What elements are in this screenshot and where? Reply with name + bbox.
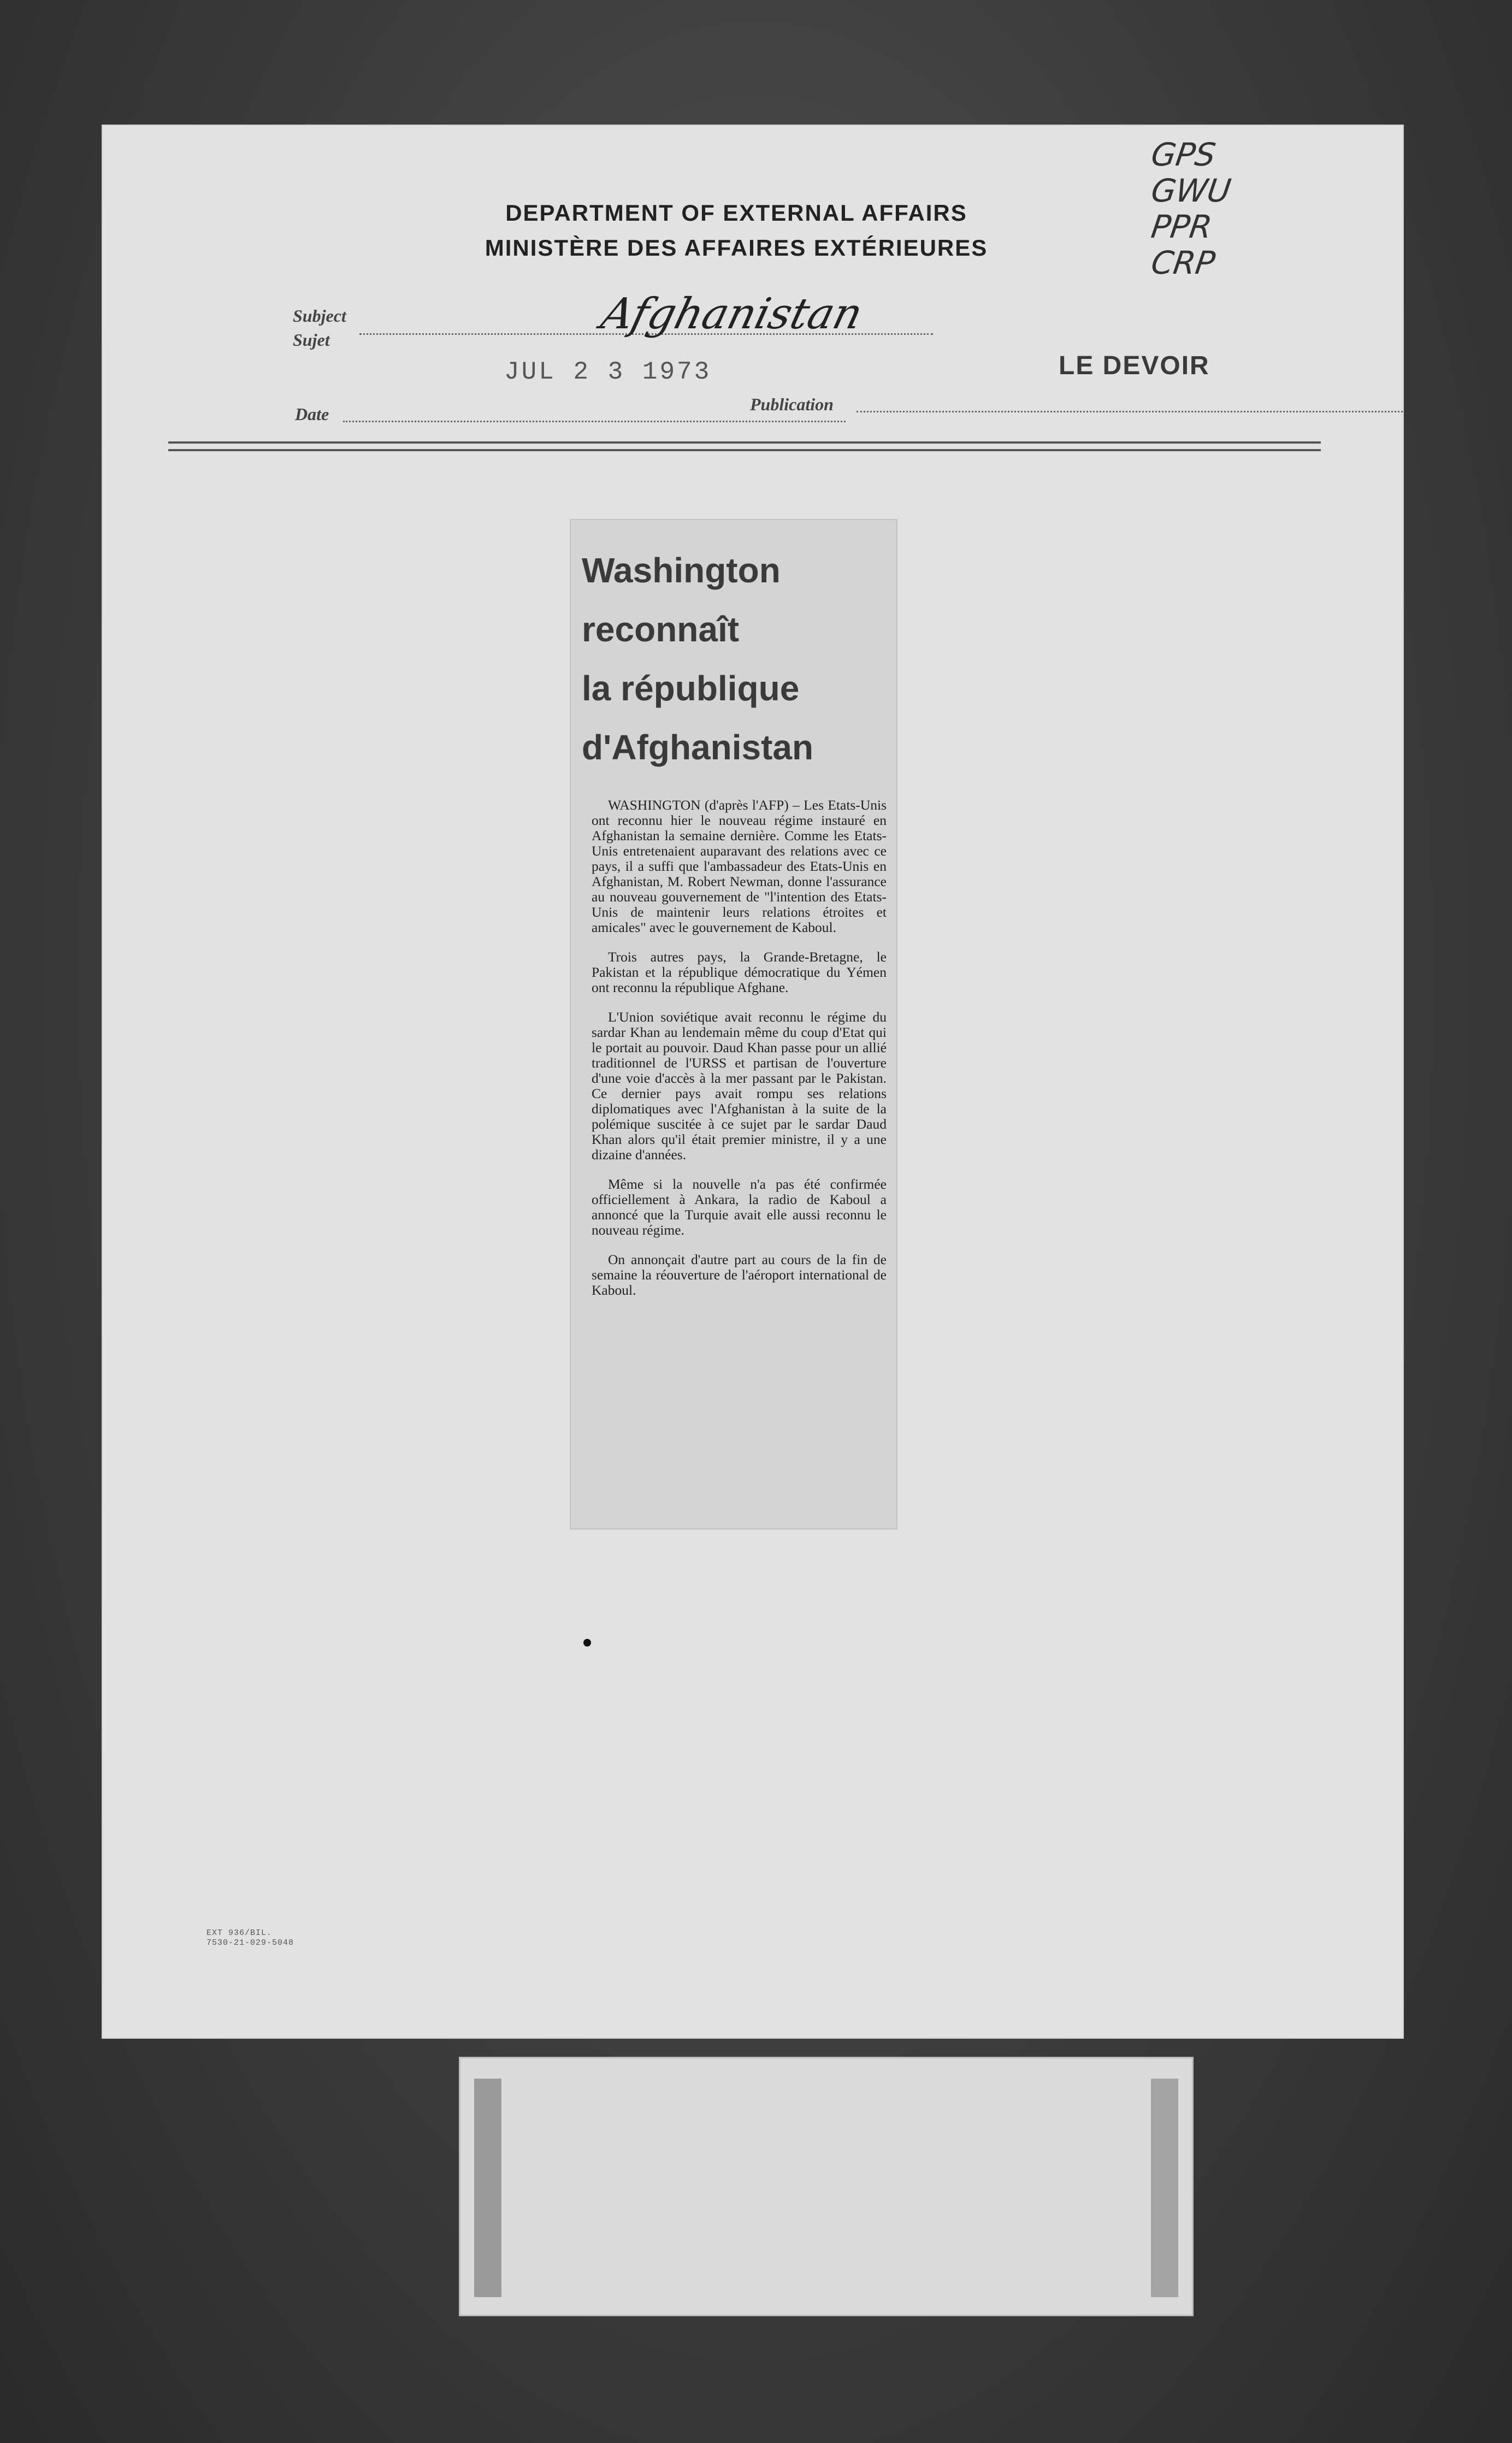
- article-paragraph: Même si la nouvelle n'a pas été confirmée officiellement à Ankara, la radio de Kaboul a annoncé que la Turquie avait elle aussi reconnu le nouveau régime.: [592, 1176, 887, 1238]
- publication-line: [857, 411, 1403, 412]
- stub-edge-right: [1151, 2079, 1178, 2297]
- newspaper-clipping: [570, 519, 897, 1530]
- clipping-body: [592, 798, 887, 1312]
- department-title-en: DEPARTMENT OF EXTERNAL AFFAIRS: [505, 200, 967, 226]
- form-code-line: 7530-21-029-5048: [206, 1938, 294, 1948]
- form-code: [206, 1928, 294, 1948]
- next-page-stub: [459, 2057, 1194, 2316]
- article-paragraph: WASHINGTON (d'après l'AFP) – Les Etats-Unis ont reconnu hier le nouveau régime instauré en Afghanistan la semaine dernière. Comme les Etats-Unis entretenaient auparavant des relations avec ce pays, il a suffi que l'ambassadeur des Etats-Unis en Afghanistan, M. Robert Newman, donne l'assurance au nouveau gouvernement de "l'intention des Etats-Unis de maintenir leurs relations étroites et amicales" avec le gouvernement de Kaboul.: [592, 797, 887, 935]
- headline-line: d'Afghanistan: [582, 728, 814, 767]
- article-paragraph: L'Union soviétique avait reconnu le régime du sardar Khan au lendemain même du coup d'Etat qui le portait au pouvoir. Daud Khan passe pour un allié traditionnel de l'URSS et partisan de l'ouverture d'une voie d'accès à la mer passant par le Pakistan. Ce dernier pays avait rompu ses relations diplomatiques avec l'Afghanistan à la suite de la polémique suscitée à ce sujet par le sardar Daud Khan alors qu'il était premier ministre, il y a une dizaine d'années.: [592, 1009, 887, 1163]
- clipping-headline: [582, 541, 893, 777]
- form-code-line: EXT 936/BIL.: [206, 1928, 273, 1938]
- headline-line: Washington: [582, 551, 781, 590]
- article-paragraph: On annonçait d'autre part au cours de la fin de semaine la réouverture de l'aéroport international de Kaboul.: [592, 1252, 887, 1298]
- initial-line: CRP: [1149, 244, 1218, 281]
- subject-handwritten: Afghanistan: [596, 290, 868, 339]
- date-label: Date: [295, 404, 329, 424]
- publication-label: Publication: [750, 394, 834, 414]
- publication-stamp: LE DEVOIR: [1059, 351, 1210, 380]
- headline-line: reconnaît: [582, 610, 740, 649]
- initial-line: GWU: [1149, 172, 1233, 209]
- headline-line: la république: [582, 669, 800, 708]
- department-title-fr: MINISTÈRE DES AFFAIRES EXTÉRIEURES: [485, 235, 988, 261]
- date-line: [343, 421, 846, 422]
- header-rule-bottom: [168, 449, 1321, 451]
- subject-label: Subject: [293, 306, 346, 326]
- initial-line: PPR: [1149, 208, 1215, 245]
- article-paragraph: Trois autres pays, la Grande-Bretagne, le Pakistan et la république démocratique du Yémen ont reconnu la république Afghane.: [592, 949, 887, 995]
- initial-line: GPS: [1149, 136, 1218, 173]
- stub-edge-left: [474, 2079, 501, 2297]
- sujet-label: Sujet: [293, 330, 330, 350]
- date-stamp: JUL 2 3 1973: [504, 358, 712, 386]
- header-rule-top: [168, 441, 1321, 444]
- ink-speck: [583, 1639, 591, 1647]
